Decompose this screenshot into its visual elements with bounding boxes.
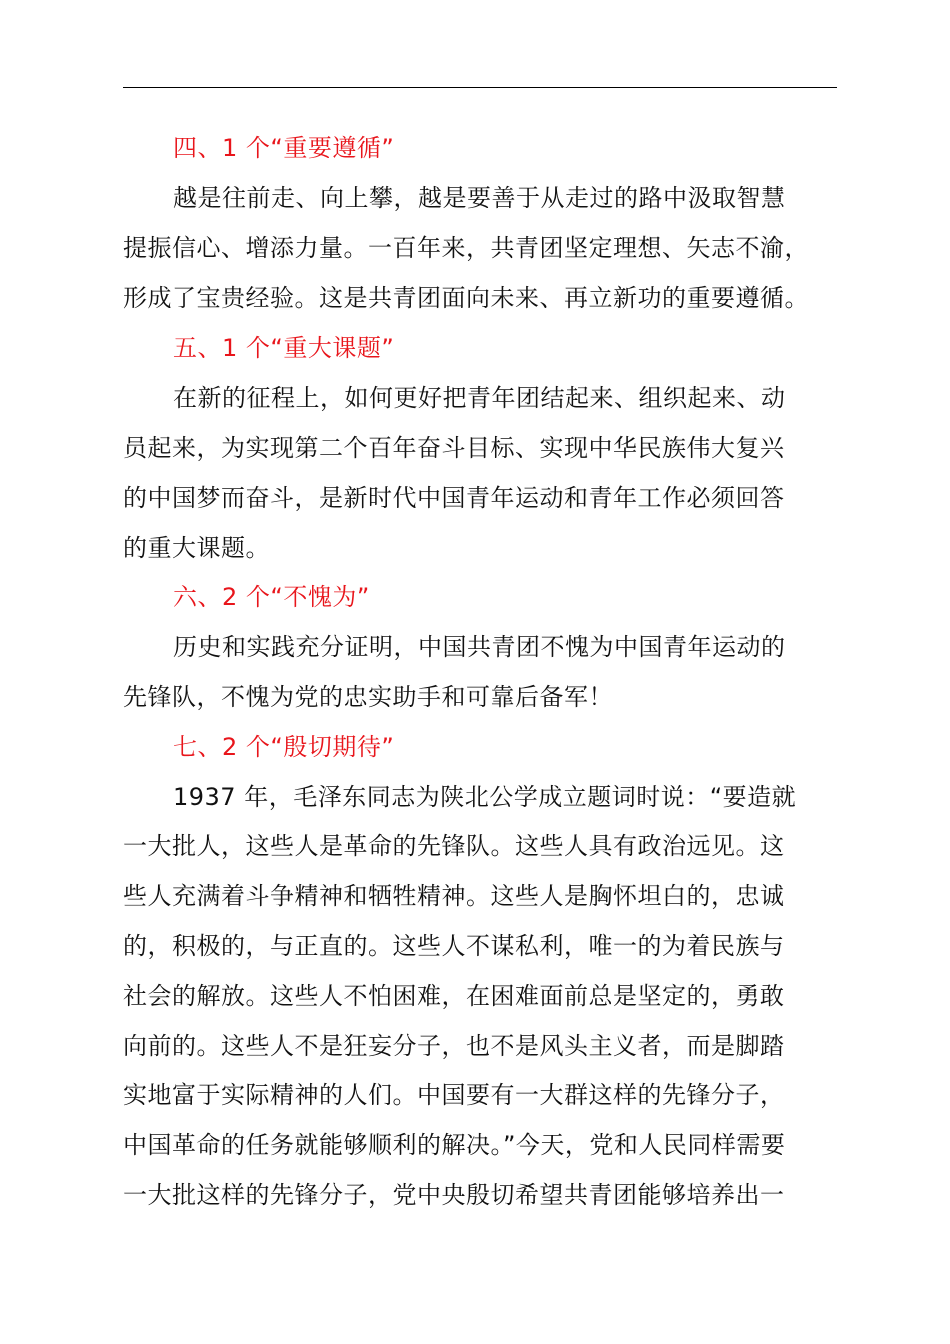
- paragraph-line: 形成了宝贵经验。这是共青团面向未来、再立新功的重要遵循。: [123, 284, 809, 312]
- section-heading: 四、1 个“重要遵循”: [173, 134, 395, 162]
- paragraph-line: 历史和实践充分证明，中国共青团不愧为中国青年运动的: [173, 633, 786, 661]
- paragraph-line: 1937 年，毛泽东同志为陕北公学成立题词时说：“要造就: [173, 783, 797, 811]
- paragraph-line: 越是往前走、向上攀，越是要善于从走过的路中汲取智慧: [173, 184, 786, 212]
- paragraph-line: 提振信心、增添力量。一百年来，共青团坚定理想、矢志不渝，: [123, 234, 809, 262]
- paragraph-line: 社会的解放。这些人不怕困难，在困难面前总是坚定的，勇敢: [123, 982, 785, 1010]
- paragraph-line: 先锋队，不愧为党的忠实助手和可靠后备军！: [123, 683, 613, 711]
- paragraph-line: 员起来，为实现第二个百年奋斗目标、实现中华民族伟大复兴: [123, 434, 785, 462]
- paragraph-line: 的重大课题。: [123, 534, 270, 562]
- section-heading: 七、2 个“殷切期待”: [173, 733, 395, 761]
- paragraph-line: 中国革命的任务就能够顺利的解决。”今天，党和人民同样需要: [123, 1131, 786, 1159]
- paragraph-line: 些人充满着斗争精神和牺牲精神。这些人是胸怀坦白的，忠诚: [123, 882, 785, 910]
- section-heading: 五、1 个“重大课题”: [173, 334, 395, 362]
- paragraph-line: 一大批这样的先锋分子，党中央殷切希望共青团能够培养出一: [123, 1181, 785, 1209]
- section-heading: 六、2 个“不愧为”: [173, 583, 370, 611]
- paragraph-line: 向前的。这些人不是狂妄分子，也不是风头主义者，而是脚踏: [123, 1032, 785, 1060]
- paragraph-line: 一大批人，这些人是革命的先锋队。这些人具有政治远见。这: [123, 832, 785, 860]
- paragraph-line: 的，积极的，与正直的。这些人不谋私利，唯一的为着民族与: [123, 932, 785, 960]
- paragraph-line: 在新的征程上，如何更好把青年团结起来、组织起来、动: [173, 384, 786, 412]
- paragraph-line: 实地富于实际精神的人们。中国要有一大群这样的先锋分子，: [123, 1081, 785, 1109]
- header-rule: [123, 87, 837, 88]
- paragraph-line: 的中国梦而奋斗，是新时代中国青年运动和青年工作必须回答: [123, 484, 785, 512]
